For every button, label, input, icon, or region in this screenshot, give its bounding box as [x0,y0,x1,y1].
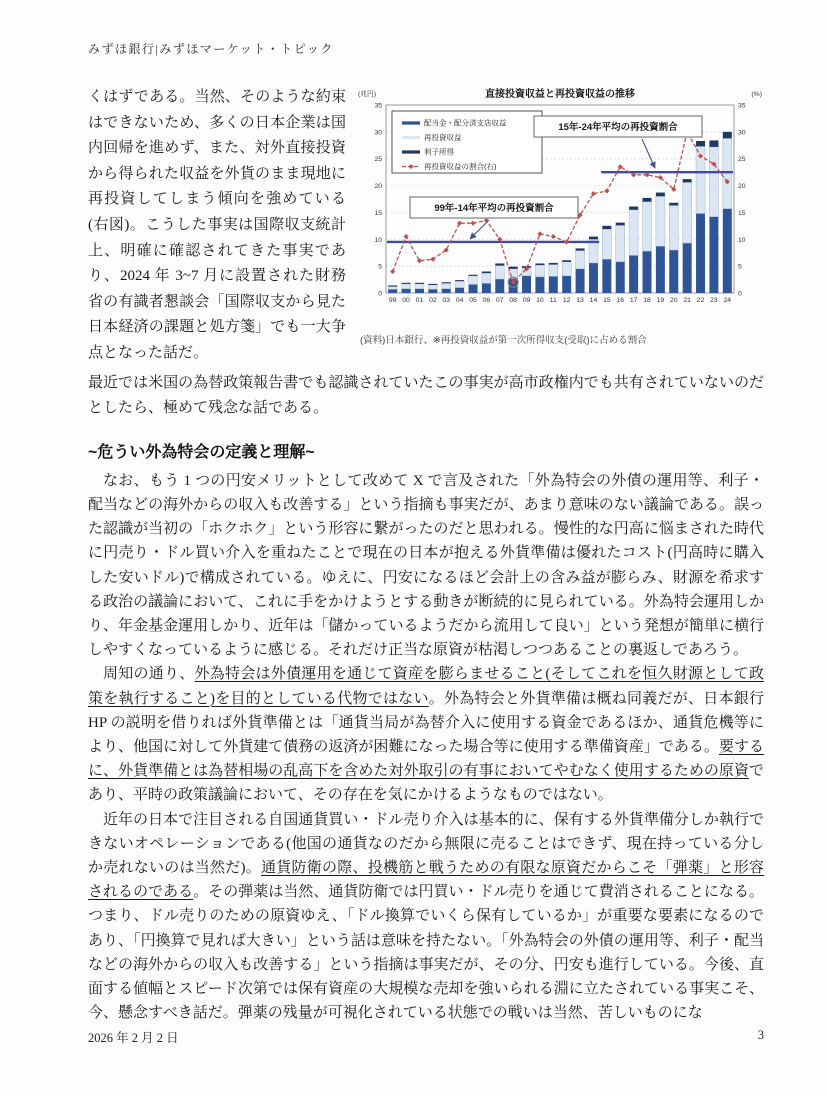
svg-text:再投資収益: 再投資収益 [424,133,462,143]
text-run: であり、平時の政策議論において、その存在を気にかけるようなものではない。 [88,763,764,804]
svg-text:10: 10 [536,297,544,304]
chart-legend [392,111,542,173]
svg-text:5: 5 [378,263,382,271]
svg-text:15: 15 [374,209,382,217]
page-content [88,85,764,1025]
paragraph [88,808,764,1026]
section-heading: ~危うい外為特会の定義と理解~ [88,443,315,461]
svg-text:0: 0 [738,290,742,298]
svg-text:06: 06 [482,297,491,304]
svg-text:09: 09 [522,297,531,304]
svg-text:05: 05 [469,297,477,304]
paragraph [88,662,764,807]
svg-text:13: 13 [576,297,584,304]
footer-page-number: 3 [757,1028,764,1042]
svg-text:30: 30 [738,129,746,137]
svg-text:利子所得: 利子所得 [424,147,454,157]
svg-text:99年-14年平均の再投資割合: 99年-14年平均の再投資割合 [434,203,554,214]
svg-text:18: 18 [643,297,651,304]
svg-text:17: 17 [629,297,638,304]
svg-text:00: 00 [402,297,410,304]
svg-text:25: 25 [374,156,382,164]
svg-text:10: 10 [374,236,382,244]
svg-text:07: 07 [495,297,504,304]
text-run: 。外為特会と外貨準備は概ね同義だが、日本銀行 HP の説明を借りれば外貨準備とは「通貨当局が為替介入に使用する資金であるほか、通貨危機等により、他国に対して外貨建て債務の返済が困難になった場合等に使用する準備資産」である。 [88,690,764,755]
svg-text:5: 5 [738,263,742,271]
direct-investment-chart [356,85,764,330]
chart-figure [356,85,764,367]
two-column-block [88,85,764,367]
svg-text:25: 25 [738,156,746,164]
continuation-paragraph: 最近では米国の為替政策報告書でも認識されていたこの事実が高市政権内でも共有されていないのだとしたら、極めて残念な話である。 [88,374,764,417]
svg-text:03: 03 [442,297,451,304]
svg-text:24: 24 [723,297,732,304]
underlined-text: 要するに、外貨準備とは為替相場の乱高下を含めた対外取引の有事においてやむなく使用するための原資 [88,738,764,780]
svg-text:15年-24年平均の再投資割合: 15年-24年平均の再投資割合 [558,122,678,133]
svg-text:02: 02 [429,297,437,304]
svg-text:15: 15 [738,209,746,217]
text-run: 。その弾薬は当然、通貨防衛では円買い・ドル売りを通じて費消されることになる。つまり、ドル売りのための原資ゆえ、「ドル換算でいくら保有しているか」が重要な要素になるのであり、「円換算で見れば大きい」という話は意味を持たない。「外為特会の外債の運用等、利子・配当などの海外からの収入も改善する」という指摘は事実だが、その分、円安も進行している。今後、直面する値幅とスピード次第では保有資産の大規模な売却を強いられる淵に立たされている事実こそ、今、懸念すべき話だ。弾薬の残量が可視化されている状態での戦いは当然、苦しいものにな [88,884,764,1022]
svg-text:99: 99 [388,297,397,304]
left-column-text: くはずである。当然、そのような約束はできないため、多くの日本企業は国内回帰を進めず、また、対外直接投資から得られた収益を外貨のまま現地に再投資してしまう傾向を強めている(右図)。こうした事実は国際収支統計上、明確に確認されてきた事実であり、2024 年 3~7 月に設置された財務省の有識者懇談会「国際収支から見た日本経済の課題と処方箋」でも一大争点となった話だ。 [88,89,346,361]
svg-text:16: 16 [616,297,625,304]
svg-text:再投資収益の割合(右): 再投資収益の割合(右) [424,162,497,172]
svg-text:20: 20 [374,183,382,191]
svg-text:11: 11 [549,297,557,304]
underlined-text: 外為特会は外債運用を通じて資産を膨らませること(そしてこれを恒久財源として政策を執行すること)を目的としている代物ではない [88,666,764,707]
svg-text:19: 19 [656,297,665,304]
page-footer [88,1028,764,1046]
right-axis-unit: (%) [751,91,762,98]
chart-source-note: (資料)日本銀行、※再投資収益が第一次所得収支(受取)に占める割合 [360,335,647,346]
svg-text:15: 15 [603,297,611,304]
svg-text:23: 23 [710,297,718,304]
svg-text:30: 30 [374,129,382,137]
svg-text:35: 35 [738,102,746,110]
paragraph [88,469,764,663]
text-run: 周知の通り、 [103,666,195,683]
svg-text:35: 35 [374,102,382,110]
svg-text:20: 20 [669,297,678,304]
chart-title: 直接投資収益と再投資収益の推移 [485,89,635,100]
svg-text:10: 10 [738,236,746,244]
svg-text:22: 22 [696,297,705,304]
svg-text:04: 04 [455,297,464,304]
document-header-title: みずほ銀行|みずほマーケット・トピック [88,42,334,56]
annotation-99-14 [410,197,578,239]
footer-date: 2026 年 2 月 2 日 [88,1031,179,1045]
svg-text:08: 08 [509,297,517,304]
svg-text:21: 21 [683,297,691,304]
svg-text:14: 14 [589,297,598,304]
section-paragraphs [88,469,764,1026]
svg-text:配当金・配分済支店収益: 配当金・配分済支店収益 [424,118,507,128]
svg-text:0: 0 [378,290,382,298]
annotation-15-24 [534,116,702,168]
svg-text:20: 20 [738,183,746,191]
underlined-text: 通貨防衛の際、投機筋と戦うための有限な原資だからこそ「弾薬」と形容されるのである [88,859,764,901]
text-run: なお、もう 1 つの円安メリットとして改めて X で言及された「外為特会の外債の運用等、利子・配当などの海外からの収入も改善する」という指摘も事実だが、あまり意味のない議論である。誤った認識が当初の「ホクホク」という形容に繋がったのだと思われる。慢性的な円高に悩まされた時代に円売り・ドル買い介入を重ねたことで現在の日本が抱える外貨準備は優れたコスト(円高時に購入した安いドル)で構成されている。ゆえに、円安になるほど会計上の含み益が膨らみ、財源を希求する政治の議論において、これに手をかけようとする動きが断続的に見られている。外為特会運用しかり、年金基金運用しかり、近年は「儲かっているようだから流用して良い」という発想が簡単に横行しやすくなっているように感じる。それだけ正当な原資が枯渇しつつあることの裏返しであろう。 [88,472,764,659]
left-axis-unit: (兆円) [358,91,377,98]
text-run: 近年の日本で注目される自国通貨買い・ドル売り介入は基本的に、保有する外貨準備分しか執行できないオペレーションである(他国の通貨なのだから無限に売ることはできず、現在持っている分しか売れないのは当然だ)。 [88,811,764,876]
svg-text:01: 01 [415,297,424,304]
svg-text:12: 12 [562,297,571,304]
